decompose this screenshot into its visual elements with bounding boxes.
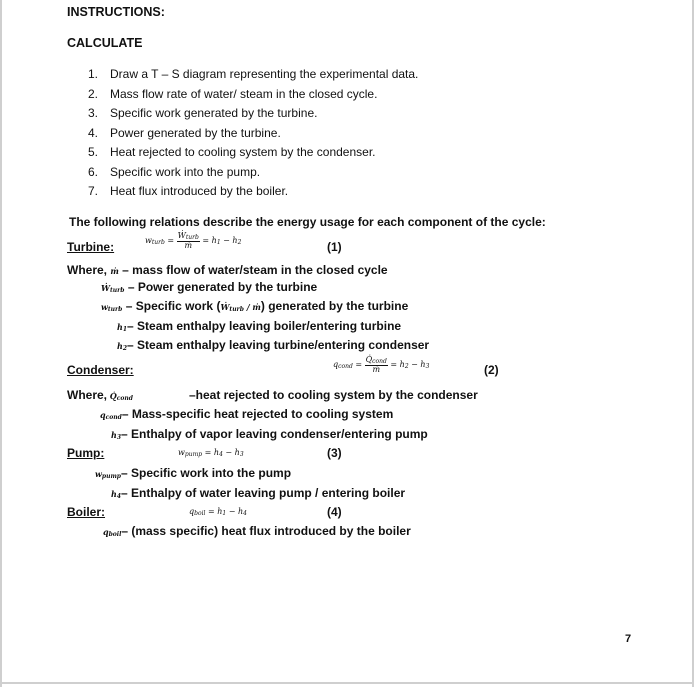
boiler-equation: $q_{boil} = h_1 - h_4$ [189,507,247,517]
turbine-equation: $w_{turb}$ = $\frac{Ẇ_{turb}}{\text{ṁ}}$ = $h_1 - h_2$ [145,231,242,250]
boiler-equation-number: (4) [327,505,342,519]
list-item: 7. Heat flux introduced by the boiler. [88,184,289,198]
condenser-label: Condenser: [67,363,134,377]
instructions-list [88,67,418,204]
list-item: 4. Power generated by the turbine. [88,125,281,140]
condenser-qcond-line: $q_{cond}-$ Mass-specific heat rejected to cooling system [100,407,394,421]
condenser-equation: $q_{cond}$ = $\frac{Q̇_{cond}}{\text{ṁ}}$ = $h_2 - h_3$ [333,355,430,374]
list-item: 5. Heat rejected to cooling system by the condenser. [88,145,376,159]
heading: INSTRUCTIONS: [67,5,165,19]
list-item: 2. Mass flow rate of water/ steam in the closed cycle. [88,86,378,101]
turbine-h2-line: $h_2-$ Steam enthalpy leaving turbine/entering condenser [117,338,430,352]
turbine-power-line: Ẇ$_{turb}$ – Power generated by the turbine [101,280,318,294]
pump-h4-line: $h_4-$ Enthalpy of water leaving pump / entering boiler [111,486,406,500]
pump-equation-number: (3) [327,446,342,460]
page-border-left [0,0,2,687]
condenser-h3-line: $h_3-$ Enthalpy of vapor leaving condenser/entering pump [111,427,428,441]
page-border-bottom [0,682,692,684]
condenser-where-line: Where, $Q̇_{cond}$ [67,388,133,402]
turbine-equation-number: (1) [327,240,342,254]
turbine-h1-line: $h_1-$ Steam enthalpy leaving boiler/entering turbine [117,319,402,333]
page-border-right [692,0,694,687]
turbine-work-line: $w_{turb}$ – Specific work (Ẇ$_{turb}$ / ṁ) generated by the turbine [101,299,409,313]
condenser-equation-number: (2) [484,363,499,377]
list-item: 1. Draw a T – S diagram representing the experimental data. [88,67,419,81]
list-item: 6. Specific work into the pump. [88,164,261,179]
boiler-qboil-line: $q_{boil}-$ (mass specific) heat flux introduced by the boiler [103,524,411,538]
boiler-label: Boiler: [67,505,106,519]
turbine-where-line: Where, ṁ – mass flow of water/steam in the closed cycle [67,263,388,277]
page-number: 7 [625,633,632,645]
pump-label: Pump: [67,446,105,460]
subheading: CALCULATE [67,36,143,50]
condenser-q-desc: –heat rejected to cooling system by the condenser [189,388,478,402]
relations-intro: The following relations describe the energy usage for each component of the cycle: [69,215,546,229]
turbine-label: Turbine: [67,240,115,254]
list-item: 3. Specific work generated by the turbine. [88,106,318,120]
pump-wpump-line: $w_{pump}-$ Specific work into the pump [95,466,292,480]
pump-equation: $w_{pump} = h_4 - h_3$ [178,448,244,458]
